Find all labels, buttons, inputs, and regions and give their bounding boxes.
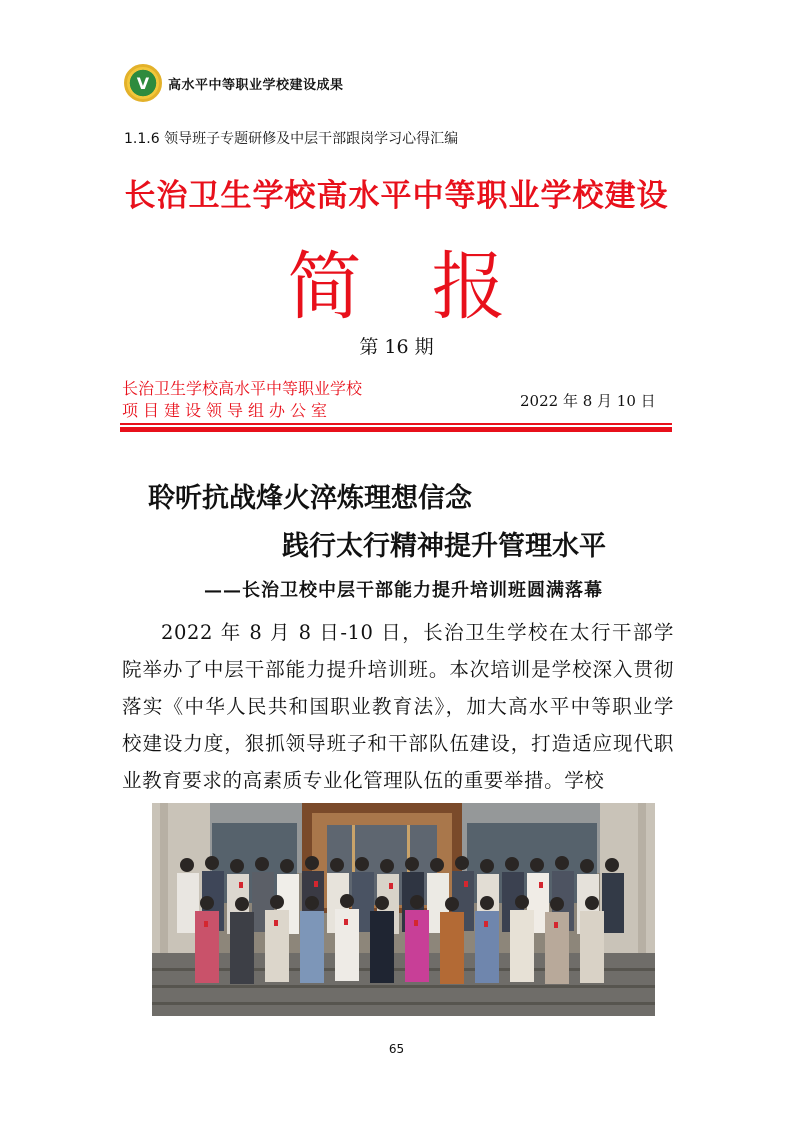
bulletin-title: 简报 [287,244,576,330]
issuing-office-line1: 长治卫生学校高水平中等职业学校 [122,379,363,398]
issuing-office-line2: 项目建设领导组办公室 [122,401,333,420]
masthead-rule-thick [120,427,672,432]
school-logo [124,64,162,102]
running-header-title: 高水平中等职业学校建设成果 [168,78,344,93]
masthead-main-title: 长治卫生学校高水平中等职业学校建设 [124,178,669,214]
article-subheadline: ——长治卫校中层干部能力提升培训班圆满落幕 [204,580,603,601]
logo-mark: V [136,73,150,93]
group-photo [152,803,655,1016]
article-headline-line2: 践行太行精神提升管理水平 [282,531,606,562]
page-number: 65 [388,1042,405,1056]
issue-date: 2022 年 8 月 10 日 [520,392,656,410]
masthead-rule-thin [120,423,672,425]
article-headline-line1: 聆听抗战烽火淬炼理想信念 [148,483,472,514]
section-label: 1.1.6 领导班子专题研修及中层干部跟岗学习心得汇编 [124,131,459,147]
article-body-paragraph: 2022 年 8 月 8 日-10 日，长治卫生学校在太行干部学院举办了中层干部能力提升培训班。本次培训是学校深入贯彻落实《中华人民共和国职业教育法》，加大高水平中等职业学校建设力度，狠抓领导班子和干部队伍建设，打造适应现代职业教育要求的高素质专业化管理队伍的重要举措。学校 [122,621,674,792]
issue-number: 第 16 期 [359,336,434,358]
